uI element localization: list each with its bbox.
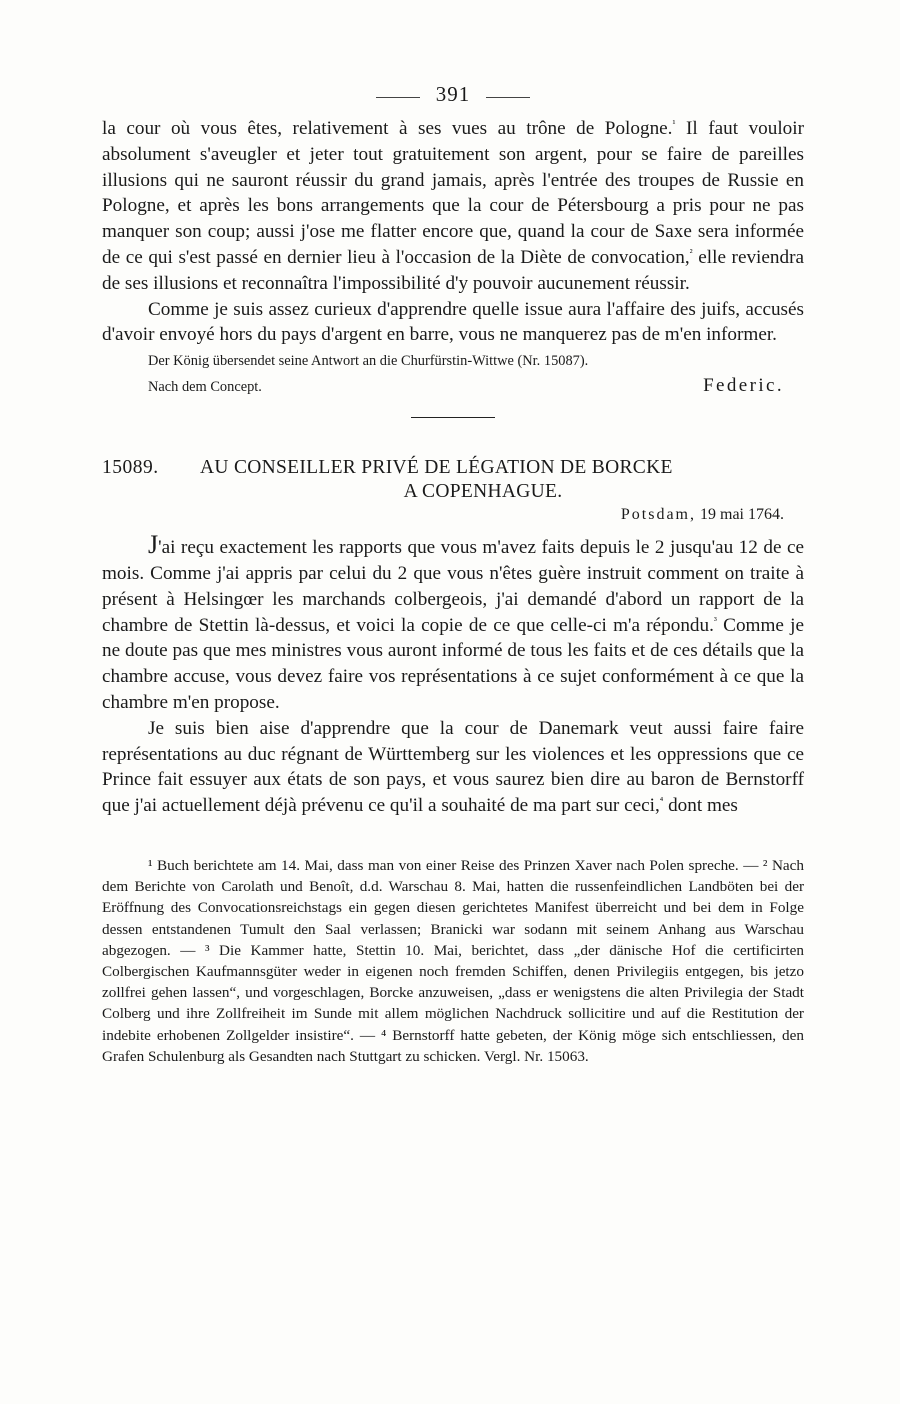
initial-letter: J [148, 530, 159, 560]
text-run: dont mes [663, 795, 738, 817]
text-run: la cour où vous êtes, relativement à ses vues au trône de Pologne. [102, 118, 673, 139]
footnote-ref: ⁴ [659, 795, 664, 807]
footnotes [102, 855, 804, 1067]
footnote-ref: ¹ [672, 118, 676, 130]
footnote-ref: ³ [713, 615, 717, 627]
page-number: 391 [435, 82, 471, 106]
header-rule-left [376, 97, 420, 98]
footnote-text: ¹ Buch berichtete am 14. Mai, dass man von einer Reise des Prinzen Xaver nach Polen spreche. — ² Nach dem Berichte von Carolath und Benoît, d.d. Warschau 8. Mai, hatten die russenfeindlichen Landböten bei der Eröffnung des Convocationsreichstags ein gegen diesen gerichtetes Manifest überreicht und bei dem in Folge dessen entstandenen Tumult den Saal verlassen; Branicki war sodann mit seinem Anhang aus Warschau abgezogen. — ³ Die Kammer hatte, Stettin 10. Mai, berichtet, dass „der dänische Hof die certificirten Colbergischen Kaufmannsgüter weder in eigenen noch fremden Schiffen, denen Privilegiis entgegen, bis jetzo zollfrei gehen lassen“, und vorgeschlagen, Borcke anzuweisen, „dass er wenigstens die alten Privilegia der Stadt Colberg und ihre Zollfreiheit im Sunde mit allem möglichen Nachdruck sollicitire und auf die Restitution der indebite erhobenen Zollgelder insistire“. — ⁴ Bernstorff hatte gebeten, der König möge sich entschliessen, den Grafen Schulenburg als Gesandten nach Stuttgart zu schicken. Vergl. Nr. 15063. [102, 856, 804, 1065]
document-heading [102, 456, 804, 504]
source-note: Nach dem Concept. [148, 379, 262, 396]
header-rule-right [486, 97, 530, 98]
date-value: 19 mai 1764. [700, 506, 784, 524]
date-place: Potsdam, [620, 506, 696, 524]
document-body [102, 532, 804, 819]
letter-paragraph: Comme je suis assez curieux d'apprendre quelle issue aura l'affaire des juifs, accusés d'avoir envoyé hors du pays d'argent en barre, vous ne manquerez pas de m'en informer. [102, 298, 804, 346]
previous-letter-end [102, 116, 804, 348]
page-header [102, 82, 804, 116]
text-run: elle reviendra de ses illusions et reconnaîtra l'impossibilité d'y pouvoir aucunement réussir. [102, 246, 805, 294]
text-run: Il faut vouloir absolument s'aveugler et jeter tout gratuitement son argent, pour se faire de pareilles illusions qui ne sauront réussir du grand jamais, après l'entrée des troupes de Russie en Pologne, et après les bons arrangements que la cour de Pétersbourg a pris pour ne pas manquer son coup; aussi j'ose me flatter encore que, quand la cour de Saxe sera informée de ce qui s'est passé en dernier lieu à l'occasion de la Diète de convocation, [102, 118, 804, 268]
document-title-line2: A COPENHAGUE. [403, 481, 563, 503]
letter-paragraph [102, 116, 804, 297]
text-run: Comme je ne doute pas que mes ministres vous auront informé de tous les faits et de ces détails que la chambre accuse, vous devez faire vos représentations à ce sujet conformément à ce que la chambre m'en propose. [102, 614, 804, 713]
footnote-ref: ² [689, 247, 693, 259]
section-divider [411, 417, 495, 418]
document-title-line1: AU CONSEILLER PRIVÉ DE LÉGATION DE BORCKE [200, 457, 673, 479]
page [102, 82, 804, 1067]
document-paragraph [102, 532, 804, 716]
signature: Federic. [703, 375, 784, 397]
source-signature-row [148, 375, 804, 399]
editorial-note: Der König übersendet seine Antwort an die Churfürstin-Wittwe (Nr. 15087). [148, 353, 589, 370]
text-run: Je suis bien aise d'apprendre que la cour de Danemark veut aussi faire faire représentations au duc régnant de Württemberg sur les violences et les oppressions que ce Prince fait essuyer aux états de son pays, et vous saurez bien dire au baron de Bernstorff que j'ai actuellement déjà prévenu ce qu'il a souhaité de ma part sur ceci, [102, 717, 804, 817]
document-date [102, 506, 804, 524]
document-paragraph [102, 716, 804, 819]
text-run: 'ai reçu exactement les rapports que vous m'avez faits depuis le 2 jusqu'au 12 de ce mois. Comme j'ai appris par celui du 2 que vous n'êtes guère instruit comment on traite à présent à Helsingœr les marchands colbergeois, j'ai demandé d'abord un rapport de la chambre de Stettin là-dessus, et voici la copie de ce que celle-ci m'a répondu. [102, 537, 804, 636]
document-number: 15089. [102, 457, 159, 479]
